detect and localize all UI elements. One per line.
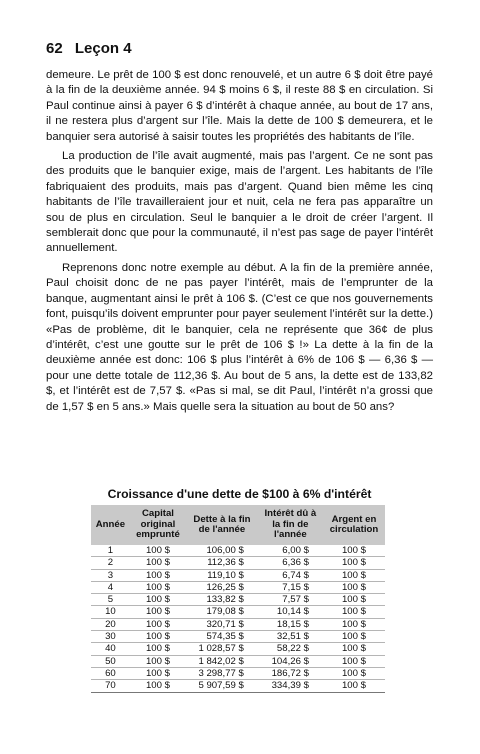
- cell-circulation: 100 $: [323, 545, 385, 557]
- cell-capital: 100 $: [130, 655, 186, 667]
- cell-circulation: 100 $: [323, 581, 385, 593]
- page-header: [46, 40, 132, 57]
- cell-capital: 100 $: [130, 618, 186, 630]
- cell-debt: 1 842,02 $: [186, 655, 258, 667]
- cell-capital: 100 $: [130, 569, 186, 581]
- cell-interest: 32,51 $: [258, 631, 323, 643]
- paragraph: demeure. Le prêt de 100 $ est donc renouvelé, et un autre 6 $ doit être payé à la fin de la deuxième année. 94 $ moins 6 $, il reste 88 $ en circulation. Si Paul continue ainsi à payer 6 $ d’intérêt à chaque année, au bout de 17 ans, il ne restera plus d’argent sur l’île. Mais la dette de 100 $ demeurera, et le banquier sera autorisé à saisir toutes les propriétés des habitants de l’île.: [46, 69, 433, 143]
- table-title: Croissance d'une dette de $100 à 6% d'intérêt: [107, 487, 372, 501]
- table-row: [91, 667, 385, 679]
- cell-capital: 100 $: [130, 557, 186, 569]
- header-debt: Dette à la fin de l'année: [186, 505, 258, 545]
- header-capital: Capital original emprunté: [130, 505, 186, 545]
- cell-year: 2: [91, 557, 130, 569]
- debt-growth-table: [91, 505, 385, 693]
- cell-debt: 126,25 $: [186, 581, 258, 593]
- cell-year: 1: [91, 545, 130, 557]
- cell-debt: 106,00 $: [186, 545, 258, 557]
- table-row: [91, 655, 385, 667]
- cell-circulation: 100 $: [323, 631, 385, 643]
- header-year: Année: [91, 505, 130, 545]
- cell-interest: 58,22 $: [258, 643, 323, 655]
- cell-interest: 6,36 $: [258, 557, 323, 569]
- cell-year: 10: [91, 606, 130, 618]
- cell-capital: 100 $: [130, 643, 186, 655]
- cell-circulation: 100 $: [323, 643, 385, 655]
- table-header-row: [91, 505, 385, 545]
- cell-capital: 100 $: [130, 631, 186, 643]
- cell-year: 50: [91, 655, 130, 667]
- cell-capital: 100 $: [130, 594, 186, 606]
- cell-debt: 133,82 $: [186, 594, 258, 606]
- paragraph: La production de l’île avait augmenté, mais pas l’argent. Ce ne sont pas des produits que le banquier exige, mais de l’argent. Les habitants de l’île fabriquaient des produits, mais pas d’argent. Quand bien même les cinq habitants de l’île travailleraient jour et nuit, cela ne fera pas apparaître un sou de plus en circulation. Seul le banquier a le droit de créer l’argent. Il semblerait donc que pour la communauté, il n’est pas sage de payer l’intérêt annuellement.: [46, 150, 433, 255]
- cell-interest: 186,72 $: [258, 667, 323, 679]
- cell-circulation: 100 $: [323, 618, 385, 630]
- table-row: [91, 680, 385, 692]
- cell-interest: 104,26 $: [258, 655, 323, 667]
- cell-interest: 7,57 $: [258, 594, 323, 606]
- cell-year: 40: [91, 643, 130, 655]
- cell-year: 5: [91, 594, 130, 606]
- cell-circulation: 100 $: [323, 667, 385, 679]
- table-row: [91, 643, 385, 655]
- cell-debt: 119,10 $: [186, 569, 258, 581]
- cell-capital: 100 $: [130, 606, 186, 618]
- table-row: [91, 631, 385, 643]
- cell-circulation: 100 $: [323, 655, 385, 667]
- cell-debt: 3 298,77 $: [186, 667, 258, 679]
- cell-circulation: 100 $: [323, 569, 385, 581]
- header-circulation: Argent en circulation: [323, 505, 385, 545]
- cell-capital: 100 $: [130, 667, 186, 679]
- cell-interest: 6,74 $: [258, 569, 323, 581]
- table-row: [91, 545, 385, 557]
- header-interest: Intérêt dû à la fin de l'année: [258, 505, 323, 545]
- table-body: [91, 545, 385, 692]
- cell-year: 30: [91, 631, 130, 643]
- cell-circulation: 100 $: [323, 606, 385, 618]
- cell-year: 3: [91, 569, 130, 581]
- chapter-title: Leçon 4: [74, 40, 132, 57]
- cell-debt: 320,71 $: [186, 618, 258, 630]
- cell-debt: 112,36 $: [186, 557, 258, 569]
- paragraph: Reprenons donc notre exemple au début. A la fin de la première année, Paul choisit donc de ne pas payer l’intérêt, mais de l’emprunter de la banque, augmentant ainsi le prêt à 106 $. (C’est ce que nos gouvernements font, puisqu’ils doivent emprunter pour payer seulement l’intérêt sur la dette.) «Pas de problème, dit le banquier, cela ne représente que 36¢ de plus d’intérêt, c’est une goutte sur le prêt de 106 $ !» La dette à la fin de la deuxième année est donc: 106 $ plus l’intérêt à 6% de 106 $ — 6,36 $ — pour une dette totale de 112,36 $. Au bout de 5 ans, la dette est de 133,82 $, et l’intérêt est de 7,57 $. «Pas si mal, se dit Paul, l’intérêt n’a grossi que de 1,57 $ en 5 ans.» Mais quelle sera la situation au bout de 50 ans?: [46, 261, 433, 413]
- cell-debt: 179,08 $: [186, 606, 258, 618]
- cell-debt: 5 907,59 $: [186, 680, 258, 692]
- cell-capital: 100 $: [130, 545, 186, 557]
- table-row: [91, 569, 385, 581]
- table-row: [91, 581, 385, 593]
- cell-interest: 334,39 $: [258, 680, 323, 692]
- cell-interest: 10,14 $: [258, 606, 323, 618]
- table-row: [91, 557, 385, 569]
- cell-year: 60: [91, 667, 130, 679]
- cell-capital: 100 $: [130, 581, 186, 593]
- body-text: [46, 68, 433, 415]
- table-row: [91, 618, 385, 630]
- page-number: 62: [46, 40, 63, 57]
- table-row: [91, 606, 385, 618]
- cell-year: 4: [91, 581, 130, 593]
- table-row: [91, 594, 385, 606]
- cell-interest: 18,15 $: [258, 618, 323, 630]
- cell-debt: 574,35 $: [186, 631, 258, 643]
- cell-debt: 1 028,57 $: [186, 643, 258, 655]
- cell-year: 70: [91, 680, 130, 692]
- cell-interest: 7,15 $: [258, 581, 323, 593]
- cell-capital: 100 $: [130, 680, 186, 692]
- cell-interest: 6,00 $: [258, 545, 323, 557]
- cell-year: 20: [91, 618, 130, 630]
- cell-circulation: 100 $: [323, 680, 385, 692]
- cell-circulation: 100 $: [323, 557, 385, 569]
- cell-circulation: 100 $: [323, 594, 385, 606]
